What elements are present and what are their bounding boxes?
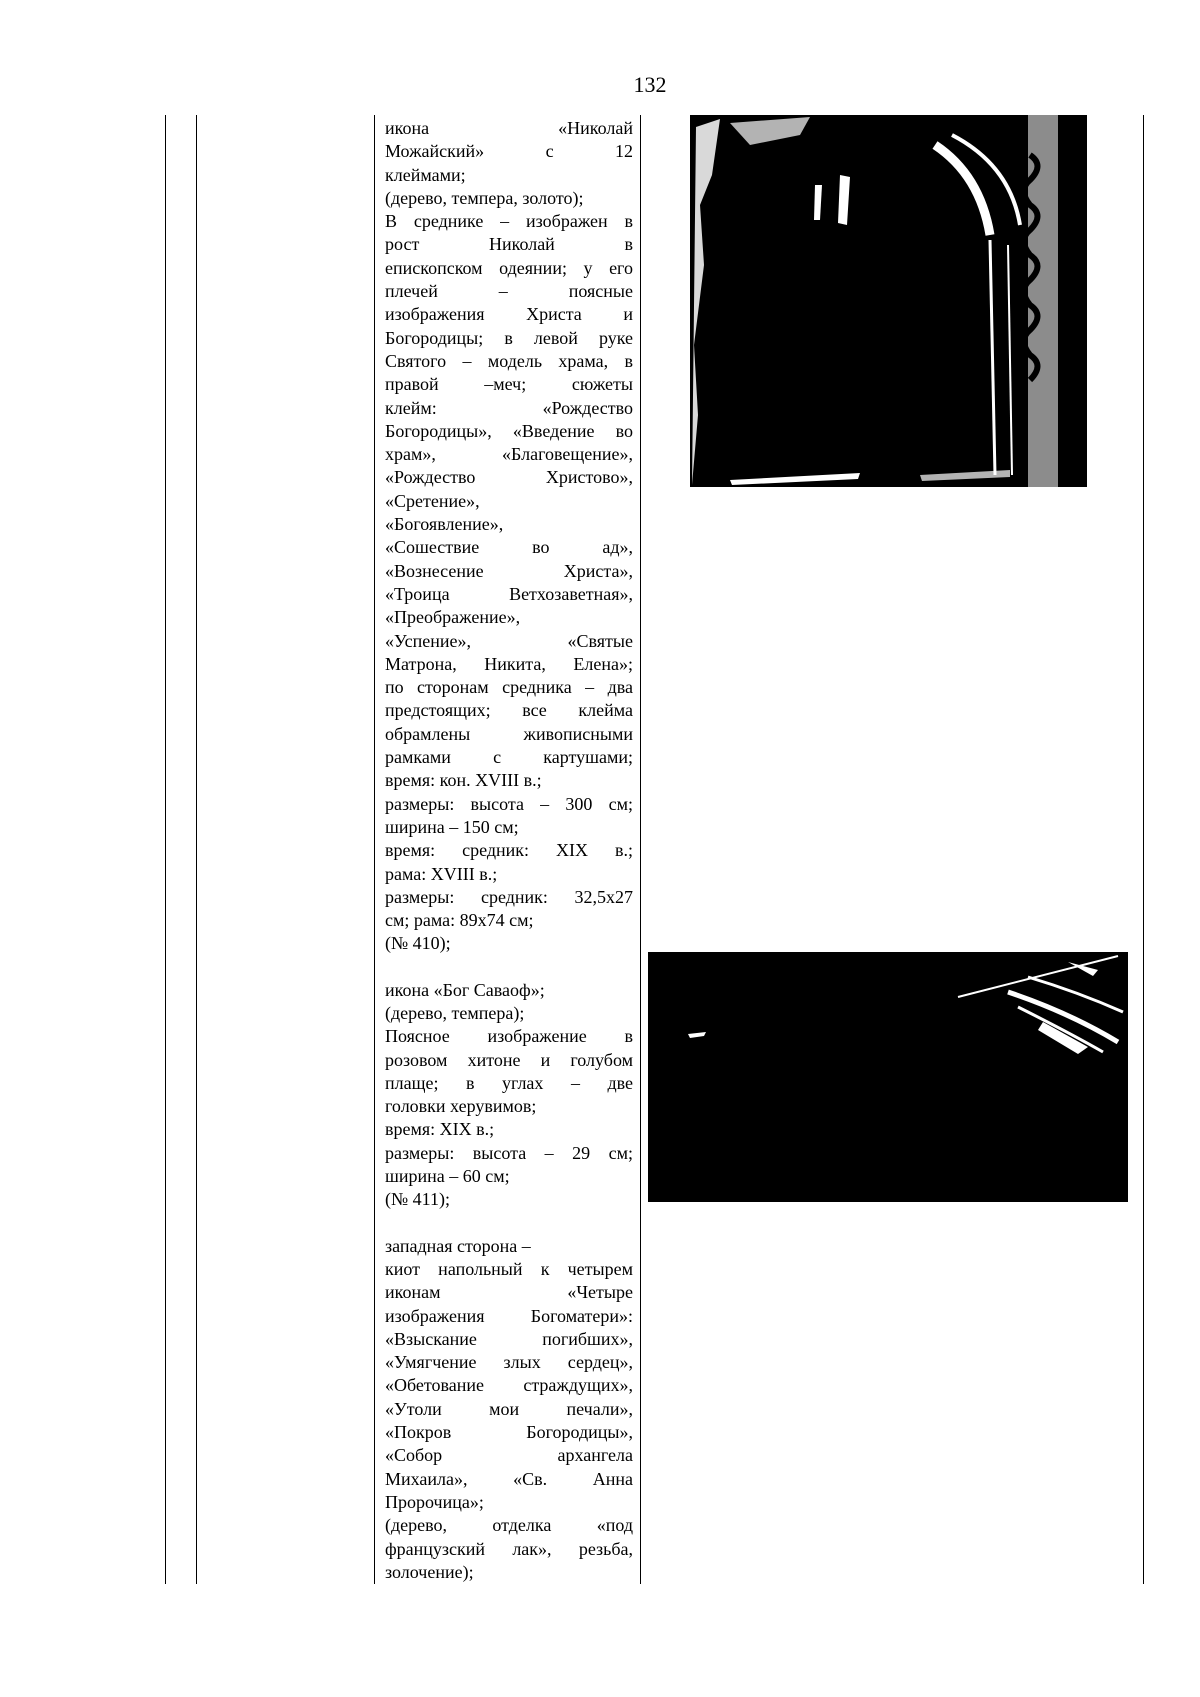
- text-line: (№ 411);: [385, 1189, 450, 1210]
- text-line: храм», «Благовещение»,: [385, 444, 633, 465]
- text-line: (дерево, темпера);: [385, 1002, 525, 1023]
- text-line: Можайский» с 12: [385, 141, 633, 162]
- text-line: рамками с картушами;: [385, 747, 633, 768]
- text-line: время: XIX в.;: [385, 1119, 495, 1140]
- text-line: изображения Богоматери»:: [385, 1305, 633, 1326]
- text-line: Михаила», «Св. Анна: [385, 1468, 633, 1489]
- text-line: «Обетование страждущих»,: [385, 1375, 633, 1396]
- text-line: Богородицы; в левой руке: [385, 327, 633, 348]
- text-line: «Умягчение злых сердец»,: [385, 1352, 633, 1373]
- table-border-left-outer: [165, 115, 166, 1584]
- photo-icon-sabaoth: [648, 952, 1128, 1202]
- text-line: иконам «Четыре: [385, 1282, 633, 1303]
- entry-kiot-west: [385, 1235, 633, 1584]
- text-line: по сторонам средника – два: [385, 677, 633, 698]
- text-line: головки херувимов;: [385, 1096, 537, 1117]
- text-line: «Вознесение Христа»,: [385, 560, 633, 581]
- text-line: плечей – поясные: [385, 281, 633, 302]
- text-line: «Сретение»,: [385, 490, 480, 511]
- text-line: «Покров Богородицы»,: [385, 1422, 633, 1443]
- text-line: предстоящих; все клейма: [385, 700, 633, 721]
- text-line: размеры: высота – 29 см;: [385, 1142, 633, 1163]
- page-number: 132: [633, 72, 667, 97]
- entry-icon-sabaoth: [385, 979, 633, 1212]
- text-line: рост Николай в: [385, 234, 633, 255]
- text-line: размеры: высота – 300 см;: [385, 793, 633, 814]
- text-line: икона «Бог Саваоф»;: [385, 979, 545, 1000]
- text-line: розовом хитоне и голубом: [385, 1049, 633, 1070]
- text-line: размеры: средник: 32,5х27: [385, 886, 633, 907]
- photo-icon-nikolai: [690, 115, 1087, 487]
- text-line: «Рождество Христово»,: [385, 467, 633, 488]
- text-line: икона «Николай: [385, 118, 633, 138]
- text-line: обрамлены живописными: [385, 723, 633, 744]
- text-line: «Взыскание погибших»,: [385, 1328, 633, 1349]
- table-column-divider-2: [640, 115, 641, 1584]
- entry-icon-nikolai: [385, 117, 633, 956]
- text-line: время: кон. XVIII в.;: [385, 770, 542, 791]
- text-line: время: средник: XIX в.;: [385, 840, 633, 861]
- text-line: плаще; в углах – две: [385, 1072, 633, 1093]
- text-line: изображения Христа и: [385, 304, 633, 325]
- text-line: В среднике – изображен в: [385, 211, 633, 232]
- text-line: «Преображение»,: [385, 607, 521, 628]
- text-line: клейм: «Рождество: [385, 397, 633, 418]
- text-line: «Троица Ветхозаветная»,: [385, 583, 633, 604]
- description-column: [385, 117, 633, 1584]
- text-line: ширина – 150 см;: [385, 816, 519, 837]
- text-line: Богородицы», «Введение во: [385, 420, 633, 441]
- text-line: золочение);: [385, 1561, 474, 1582]
- text-line: французский лак», резьба,: [385, 1538, 633, 1559]
- text-line: западная сторона –: [385, 1235, 531, 1256]
- text-line: (№ 410);: [385, 933, 451, 954]
- text-line: епископском одеянии; у его: [385, 257, 633, 278]
- text-line: (дерево, темпера, золото);: [385, 187, 584, 208]
- text-line: правой –меч; сюжеты: [385, 374, 633, 395]
- text-line: клеймами;: [385, 164, 466, 185]
- text-line: «Богоявление»,: [385, 514, 504, 535]
- text-line: «Собор архангела: [385, 1445, 633, 1466]
- table-border-right: [1143, 115, 1144, 1584]
- text-line: Матрона, Никита, Елена»;: [385, 653, 633, 674]
- table-border-left-inner: [196, 115, 197, 1584]
- text-line: (дерево, отделка «под: [385, 1515, 633, 1536]
- text-line: «Сошествие во ад»,: [385, 537, 633, 558]
- text-line: ширина – 60 см;: [385, 1166, 510, 1187]
- text-line: «Утоли мои печали»,: [385, 1398, 633, 1419]
- table-column-divider-1: [374, 115, 375, 1584]
- text-line: киот напольный к четырем: [385, 1258, 633, 1279]
- text-line: Святого – модель храма, в: [385, 350, 633, 371]
- text-line: Пророчица»;: [385, 1491, 484, 1512]
- text-line: рама: XVIII в.;: [385, 863, 498, 884]
- text-line: Поясное изображение в: [385, 1026, 633, 1047]
- text-line: «Успение», «Святые: [385, 630, 633, 651]
- text-line: см; рама: 89х74 см;: [385, 910, 534, 931]
